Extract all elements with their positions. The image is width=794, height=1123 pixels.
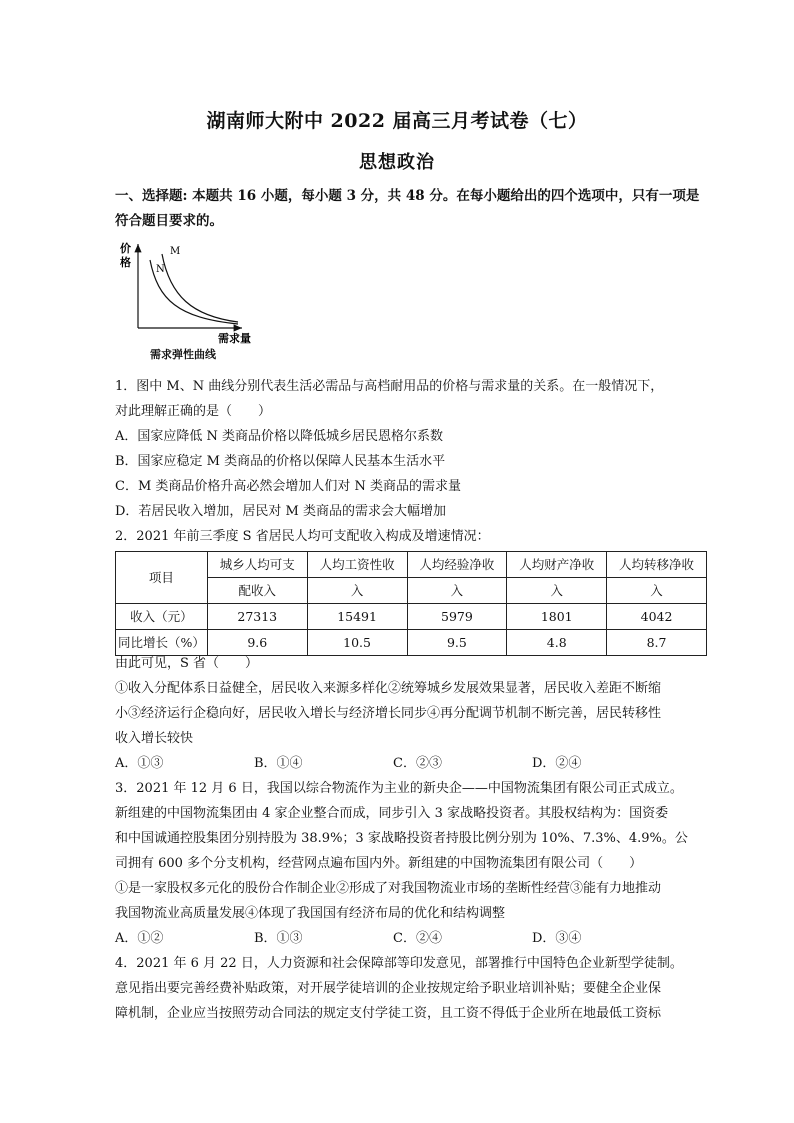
section-heading-line-1: 一、选择题: 本题共 16 小题，每小题 3 分，共 48 分。在每小题给出的四个选项中，只有一项是: [115, 188, 700, 204]
table-cell: 8.7: [607, 630, 707, 656]
q1-stem-line-2: 对此理解正确的是（ ）: [115, 404, 272, 419]
y-label-2: 格: [120, 256, 131, 269]
table-header-cell: 人均工资性收: [307, 552, 407, 578]
table-cell: 4.8: [507, 630, 607, 656]
exam-title: 湖南师大附中 2022 届高三月考试卷（七）: [206, 110, 588, 132]
q3-line-2: 新组建的中国物流集团由 4 家企业整合而成，同步引入 3 家战略投资者。其股权结构为：国资委: [115, 806, 669, 821]
y-label-1: 价: [120, 242, 131, 255]
q2-option-a: A．①③: [115, 756, 164, 771]
q3-option-a: A．①②: [115, 931, 164, 946]
table-header-cell: 入: [607, 578, 707, 604]
table-header-cell: 城乡人均可支: [207, 552, 307, 578]
table-cell: 27313: [207, 604, 307, 630]
q1-option-b: B．国家应稳定 M 类商品的价格以保障人民基本生活水平: [115, 454, 446, 469]
table-cell: 5979: [407, 604, 507, 630]
q1-option-a: A．国家应降低 N 类商品价格以降低城乡居民恩格尔系数: [115, 429, 444, 444]
table-cell: 同比增长（%）: [116, 630, 208, 656]
table-header-row-top: [116, 552, 707, 578]
table-cell: 1801: [507, 604, 607, 630]
q4-line-1: 4．2021 年 6 月 22 日，人力资源和社会保障部等印发意见，部署推行中国特色企业新型学徒制。: [115, 956, 683, 971]
q2-items-line-2: 小③经济运行企稳向好，居民收入增长与经济增长同步④再分配调节机制不断完善，居民转移性: [115, 706, 662, 721]
table-cell: 收入（元）: [116, 604, 208, 630]
table-header-cell: 人均财产净收: [507, 552, 607, 578]
q3-line-5: ①是一家股权多元化的股份合作制企业②形成了对我国物流业市场的垄断性经营③能有力地推动: [115, 881, 662, 896]
q3-line-6: 我国物流业高质量发展④体现了我国国有经济布局的优化和结构调整: [115, 906, 506, 921]
q2-options: [115, 755, 581, 773]
table-cell: 10.5: [307, 630, 407, 656]
q3-line-4: 司拥有 600 多个分支机构，经营网点遍布国内外。新组建的中国物流集团有限公司（ ）: [115, 856, 643, 871]
q3-option-c: C．②④: [393, 931, 442, 946]
table-row: [116, 604, 707, 630]
table-header-cell: 入: [307, 578, 407, 604]
q3-line-3: 和中国诚通控股集团分别持股为 38.9%；3 家战略投资者持股比例分别为 10%、7.3%、4.9%。公: [115, 831, 688, 846]
section-heading-line-2: 符合题目要求的。: [115, 213, 223, 229]
x-label: 需求量: [218, 332, 251, 345]
curve-m: [162, 254, 238, 322]
table-cell: 4042: [607, 604, 707, 630]
table-cell: 9.5: [407, 630, 507, 656]
q1-option-c: C．M 类商品价格升高必然会增加人们对 N 类商品的需求量: [115, 479, 462, 494]
q2-follow: 由此可见，S 省（ ）: [115, 656, 259, 671]
table-header-cell: 人均经验净收: [407, 552, 507, 578]
q2-stem: 2．2021 年前三季度 S 省居民人均可支配收入构成及增速情况：: [115, 529, 490, 544]
q3-option-d: D．③④: [532, 931, 582, 946]
curve-m-label: M: [170, 246, 181, 257]
table-header-cell: 配收入: [207, 578, 307, 604]
q4-line-3: 障机制，企业应当按照劳动合同法的规定支付学徒工资，且工资不得低于企业所在地最低工资标: [115, 1006, 662, 1021]
table-header-cell: 人均转移净收: [607, 552, 707, 578]
figure-caption: 需求弹性曲线: [150, 348, 216, 361]
table-header-cell: 入: [407, 578, 507, 604]
subject-title: 思想政治: [359, 152, 435, 173]
table-header-cell: 入: [507, 578, 607, 604]
q2-items-line-3: 收入增长较快: [115, 731, 194, 746]
q2-items-line-1: ①收入分配体系日益健全，居民收入来源多样化②统筹城乡发展效果显著，居民收入差距不断缩: [115, 681, 662, 696]
table-row: [116, 630, 707, 656]
table-cell: 15491: [307, 604, 407, 630]
curve-n-label: N: [156, 264, 165, 275]
section-heading: [115, 184, 715, 234]
table-cell: 9.6: [207, 630, 307, 656]
q1-stem-line-1: 1．图中 M、N 曲线分别代表生活必需品与高档耐用品的价格与需求量的关系。在一般情况下，: [115, 379, 664, 394]
q1-option-d: D．若居民收入增加，居民对 M 类商品的需求会大幅增加: [115, 504, 446, 519]
q2-option-d: D．②④: [532, 756, 582, 771]
table-header-item: 项目: [116, 552, 208, 604]
q3-options: [115, 930, 581, 948]
q3-option-b: B．①③: [254, 931, 303, 946]
q4-line-2: 意见指出要完善经费补贴政策，对开展学徒培训的企业按规定给予职业培训补贴；要健全企业保: [115, 981, 662, 996]
q2-option-c: C．②③: [393, 756, 442, 771]
q3-line-1: 3．2021 年 12 月 6 日，我国以综合物流作为主业的新央企——中国物流集团有限公司正式成立。: [115, 781, 683, 796]
income-table: [115, 551, 707, 656]
q2-option-b: B．①④: [254, 756, 303, 771]
